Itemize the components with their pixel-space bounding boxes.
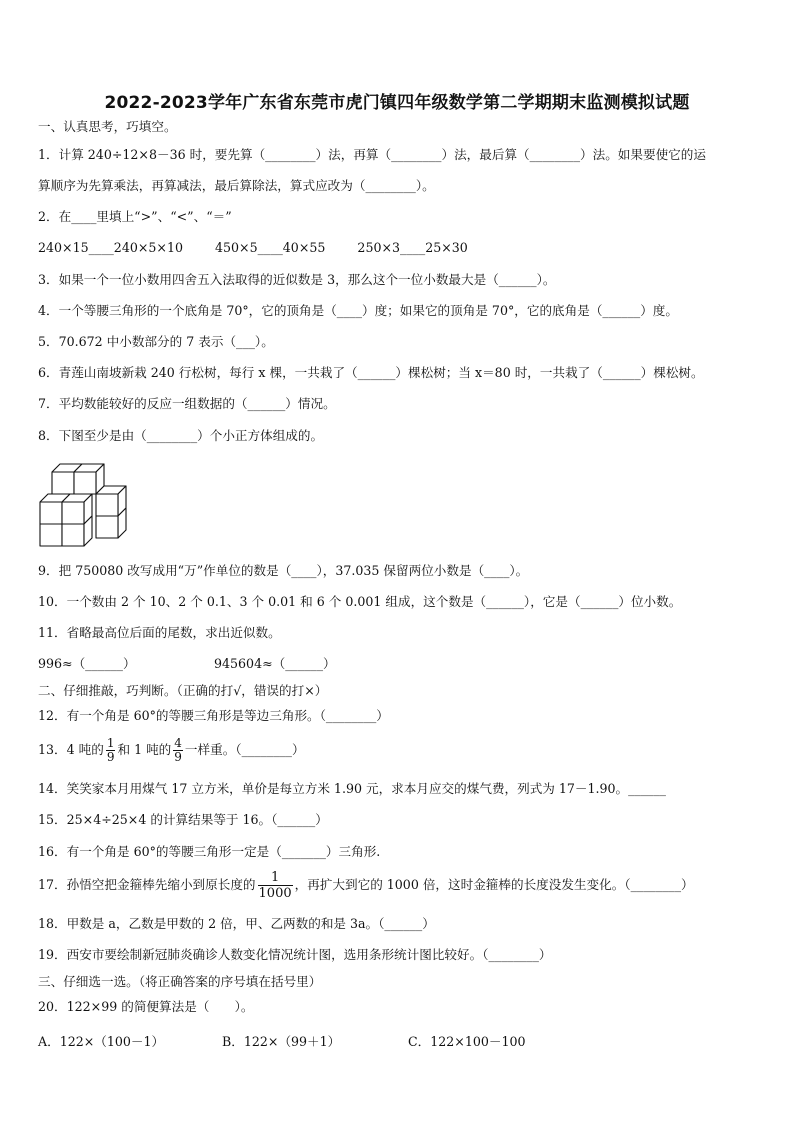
question-6: 6．青莲山南坡新栽 240 行松树，每行 x 棵，一共栽了（______）棵松树；当 x＝80 时，一共栽了（______）棵松树。 xyxy=(38,365,704,380)
question-12: 12．有一个角是 60°的等腰三角形是等边三角形。（________） xyxy=(38,708,389,723)
question-13-pre: 13．4 吨的 xyxy=(38,742,104,757)
question-17-post: ，再扩大到它的 1000 倍，这时金箍棒的长度没发生变化。（________） xyxy=(294,877,694,892)
question-3: 3．如果一个一位小数用四舍五入法取得的近似数是 3，那么这个一位小数最大是（______）。 xyxy=(38,272,556,287)
fraction-numerator: 1 xyxy=(258,870,293,886)
question-10: 10．一个数由 2 个 10、2 个 0.1、3 个 0.01 和 6 个 0.001 组成，这个数是（______），它是（______）位小数。 xyxy=(38,594,682,609)
question-20: 20．122×99 的简便算法是（ ）。 xyxy=(38,999,254,1014)
fraction-one-ninth xyxy=(106,737,116,764)
question-11-approx-2: 945604≈（______） xyxy=(214,656,336,671)
cube-stack-figure xyxy=(38,458,138,554)
page-title: 2022-2023学年广东省东莞市虎门镇四年级数学第二学期期末监测模拟试题 xyxy=(104,93,690,113)
question-11-approx-1: 996≈（______） xyxy=(38,656,136,671)
option-c[interactable]: C．122×100－100 xyxy=(408,1034,526,1049)
fraction-numerator: 1 xyxy=(106,736,115,750)
question-5: 5．70.672 中小数部分的 7 表示（___）。 xyxy=(38,334,274,349)
section-heading-1: 一、认真思考，巧填空。 xyxy=(38,119,177,134)
question-17 xyxy=(38,866,694,904)
question-13-mid: 和 1 吨的 xyxy=(117,742,172,757)
fraction-one-thousandth xyxy=(258,870,293,901)
question-18: 18．甲数是 a，乙数是甲数的 2 倍，甲、乙两数的和是 3a。（______） xyxy=(38,916,435,931)
question-9: 9．把 750080 改写成用“万”作单位的数是（____），37.035 保留两位小数是（____）。 xyxy=(38,563,529,578)
option-b[interactable]: B．122×（99＋1） xyxy=(222,1034,341,1049)
question-16: 16．有一个角是 60°的等腰三角形一定是（_______）三角形. xyxy=(38,844,381,859)
question-13-post: 一样重。（________） xyxy=(184,742,305,757)
question-4: 4．一个等腰三角形的一个底角是 70°，它的顶角是（____）度；如果它的顶角是 70°，它的底角是（______）度。 xyxy=(38,303,678,318)
question-8: 8．下图至少是由（________）个小正方体组成的。 xyxy=(38,428,324,443)
option-a[interactable]: A．122×（100－1） xyxy=(38,1034,165,1049)
question-1-line-1: 1．计算 240÷12×8－36 时，要先算（________）法，再算（________）法，最后算（________）法。如果要使它的运 xyxy=(38,147,706,162)
fraction-numerator: 4 xyxy=(174,736,182,750)
fraction-denominator: 1000 xyxy=(258,886,292,901)
question-15: 15．25×4÷25×4 的计算结果等于 16。（______） xyxy=(38,812,328,827)
section-heading-3: 三、仔细选一选。（将正确答案的序号填在括号里） xyxy=(38,974,322,989)
question-19: 19．西安市要绘制新冠肺炎确诊人数变化情况统计图，选用条形统计图比较好。（________） xyxy=(38,947,552,962)
fraction-four-ninths xyxy=(173,737,183,764)
question-11-line-1: 11．省略最高位后面的尾数，求出近似数。 xyxy=(38,625,281,640)
question-2-line-1: 2．在____里填上“>”、“<”、“＝” xyxy=(38,209,232,224)
question-13 xyxy=(38,736,305,764)
fraction-denominator: 9 xyxy=(174,750,182,764)
question-7: 7．平均数能较好的反应一组数据的（______）情况。 xyxy=(38,396,336,411)
question-1-line-2: 算顺序为先算乘法，再算减法，最后算除法，算式应改为（________）。 xyxy=(38,178,435,193)
section-heading-2: 二、仔细推敲，巧判断。（正确的打√，错误的打×） xyxy=(38,683,328,698)
fraction-denominator: 9 xyxy=(106,750,115,764)
question-17-pre: 17．孙悟空把金箍棒先缩小到原长度的 xyxy=(38,877,256,892)
question-2-line-2: 240×15____240×5×10 450×5____40×55 250×3____25×30 xyxy=(38,240,468,255)
question-14: 14．笑笑家本月用煤气 17 立方米，单价是每立方米 1.90 元，求本月应交的煤气费，列式为 17－1.90。______ xyxy=(38,781,666,796)
